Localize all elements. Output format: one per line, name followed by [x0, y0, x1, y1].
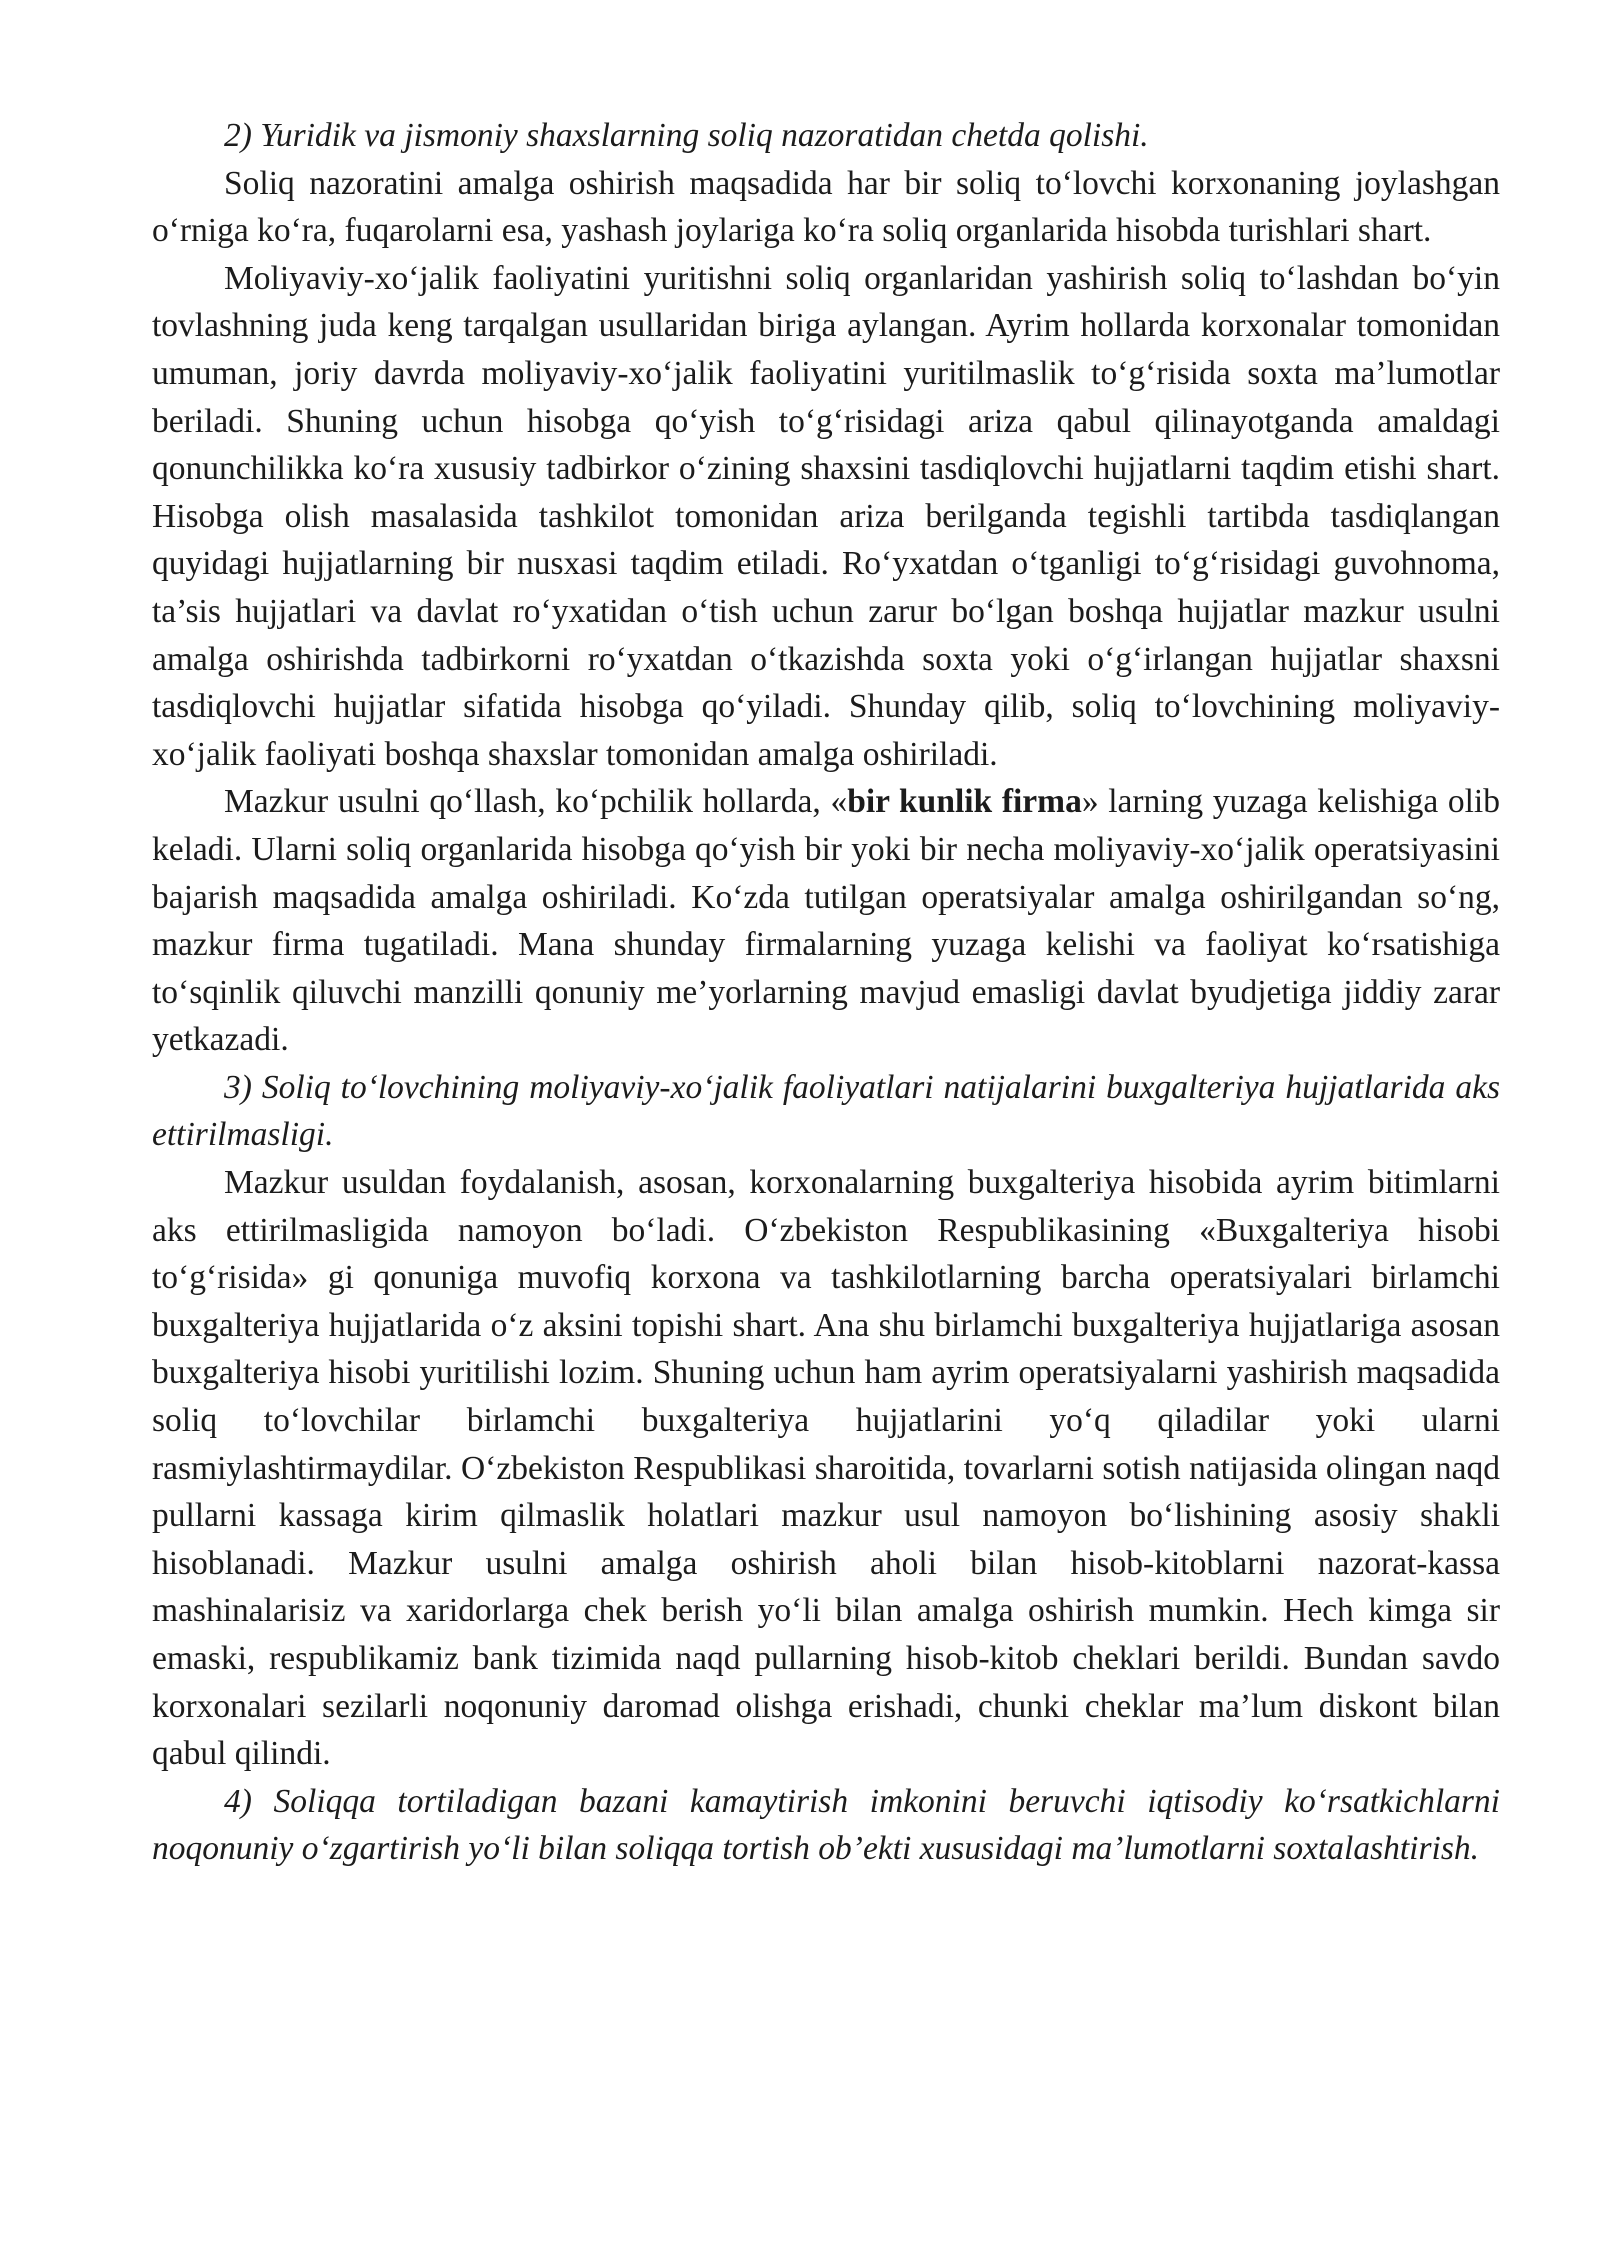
section-heading-2: 2) Yuridik va jismoniy shaxslarning soliq nazoratidan chetda qolishi.: [224, 117, 1149, 154]
bold-term: bir kunlik firma: [847, 783, 1082, 821]
body-paragraph: Mazkur usuldan foydalanish, asosan, korxonalarning buxgalteriya hisobida ayrim bitimlarni aks ettirilmasligida namoyon bo‘ladi. O‘zbekiston Respublikasining «Buxgalteriya hisobi to‘g‘risida» gi qonuniga muvofiq korxona va tashkilotlarning barcha operatsiyalari birlamchi buxgalteriya hujjatlarida o‘z aksini topishi shart. Ana shu birlamchi buxgalteriya hujjatlariga asosan buxgalteriya hisobi yuritilishi lozim. Shuning uchun ham ayrim operatsiyalarni yashirish maqsadida soliq to‘lovchilar birlamchi buxgalteriya hujjatlarini yo‘q qiladilar yoki ularni rasmiylashtirmaydilar. O‘zbekiston Respublikasi sharoitida, tovarlarni sotish natijasida olingan naqd pullarni kassaga kirim qilmaslik holatlari mazkur usul namoyon bo‘lishining asosiy shakli hisoblanadi. Mazkur usulni amalga oshirish aholi bilan hisob-kitoblarni nazorat-kassa mashinalarisiz va xaridorlarga chek berish yo‘li bilan amalga oshirish mumkin. Hech kimga sir emaski, respublikamiz bank tizimida naqd pullarning hisob-kitob cheklari berildi. Bundan savdo korxonalari sezilarli noqonuniy daromad olishga erishadi, chunki cheklar ma’lum diskont bilan qabul qilindi.: [152, 1164, 1500, 1773]
paragraph-text-start: Mazkur usulni qo‘llash, ko‘pchilik hollarda, «: [224, 783, 848, 821]
body-paragraph: Moliyaviy-xo‘jalik faoliyatini yuritishni soliq organlaridan yashirish soliq to‘lashdan bo‘yin tovlashning juda keng tarqalgan usullaridan biriga aylangan. Ayrim hollarda korxonalar tomonidan umuman, joriy davrda moliyaviy-xo‘jalik faoliyatini yuritilmaslik to‘g‘risida soxta ma’lumotlar beriladi. Shuning uchun hisobga qo‘yish to‘g‘risidagi ariza qabul qilinayotganda amaldagi qonunchilikka ko‘ra xususiy tadbirkor o‘zining shaxsini tasdiqlovchi hujjatlarni taqdim etishi shart. Hisobga olish masalasida tashkilot tomonidan ariza berilganda tegishli tartibda tasdiqlangan quyidagi hujjatlarning bir nusxasi taqdim etiladi. Ro‘yxatdan o‘tganligi to‘g‘risidagi guvohnoma, ta’sis hujjatlari va davlat ro‘yxatidan o‘tish uchun zarur bo‘lgan boshqa hujjatlar mazkur usulni amalga oshirishda tadbirkorni ro‘yxatdan o‘tkazishda soxta yoki o‘g‘irlangan hujjatlar shaxsni tasdiqlovchi hujjatlar sifatida hisobga qo‘yiladi. Shunday qilib, soliq to‘lovchining moliyaviy-xo‘jalik faoliyati boshqa shaxslar tomonidan amalga oshiriladi.: [152, 259, 1500, 773]
document-page: [152, 112, 1500, 1873]
body-paragraph: Soliq nazoratini amalga oshirish maqsadida har bir soliq to‘lovchi korxonaning joylashgan o‘rniga ko‘ra, fuqarolarni esa, yashash joylariga ko‘ra soliq organlarida hisobda turishlari shart.: [152, 164, 1500, 250]
body-paragraph-with-emphasis: [152, 778, 1500, 1064]
section-heading-4: 4) Soliqqa tortiladigan bazani kamaytirish imkonini beruvchi iqtisodiy ko‘rsatkichlarni noqonuniy o‘zgartirish yo‘li bilan soliqqa tortish ob’ekti xususidagi ma’lumotlarni soxtalashtirish.: [152, 1782, 1500, 1868]
paragraph-text-end: » larning yuzaga kelishiga olib keladi. Ularni soliq organlarida hisobga qo‘yish bir yoki bir necha moliyaviy-xo‘jalik operatsiyasini bajarish maqsadida amalga oshiriladi. Ko‘zda tutilgan operatsiyalar amalga oshirilgandan so‘ng, mazkur firma tugatiladi. Mana shunday firmalarning yuzaga kelishi va faoliyat ko‘rsatishiga to‘sqinlik qiluvchi manzilli qonuniy me’yorlarning mavjud emasligi davlat byudjetiga jiddiy zarar yetkazadi.: [152, 783, 1500, 1059]
section-heading-3: 3) Soliq to‘lovchining moliyaviy-xo‘jalik faoliyatlari natijalarini buxgalteriya hujjatlarida aks ettirilmasligi.: [152, 1068, 1500, 1154]
